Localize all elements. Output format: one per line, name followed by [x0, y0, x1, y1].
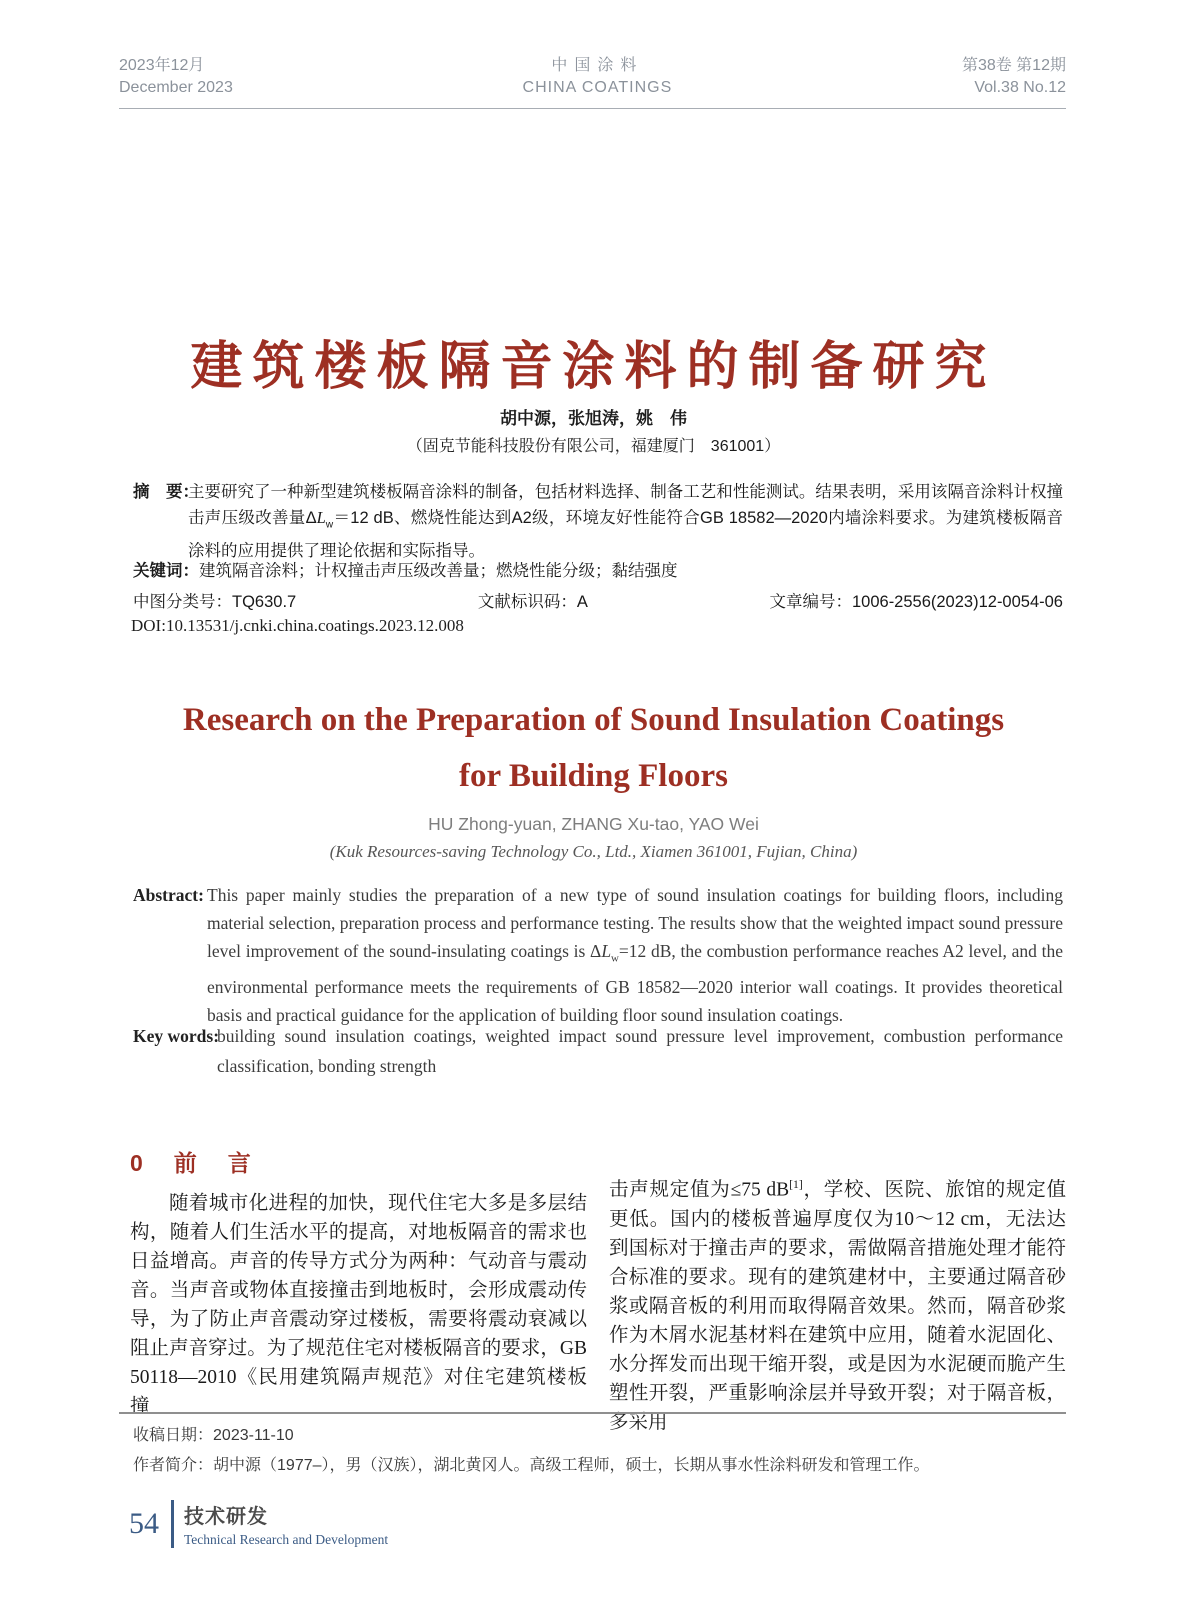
intro-right-part2: ，学校、医院、旅馆的规定值更低。国内的楼板普遍厚度仅为10～12 cm，无法达到国标对于撞击声的要求，需做隔音措施处理才能符合标准的要求。现有的建筑建材中，主要通过隔音砂浆或隔音板的利用而取得隔音效果。然而，隔音砂浆作为木屑水泥基材料在建筑中应用，随着水泥固化、水分挥发而出现干缩开裂，或是因为水泥硬而脆产生塑性开裂，严重影响涂层并导致开裂；对于隔音板，多采用: [609, 1179, 1066, 1433]
keywords-en-label: Key words:: [133, 1026, 220, 1046]
received-date-value: 2023-11-10: [213, 1427, 294, 1444]
intro-right-part1: 击声规定值为≤75 dB: [609, 1179, 790, 1201]
header-date-en: December 2023: [119, 79, 233, 96]
abstract-en-part1: This paper mainly studies the preparation of a new type of sound insulation coatings for building floors, including material selection, preparation process and performance testing. The results show that the weighted impact sound pressure level improvement of the sound-insulating coatings is Δ: [207, 885, 1063, 961]
formula-variable: L: [316, 508, 326, 527]
journal-name-en: CHINA COATINGS: [522, 79, 673, 96]
body-column-right: [609, 1149, 1066, 1437]
article-title-cn: 建筑楼板隔音涂料的制备研究: [190, 338, 997, 396]
abstract-cn-label: 摘 要：: [133, 483, 199, 501]
formula-subscript-en: w: [611, 952, 619, 965]
author-bio-label: 作者简介：: [133, 1457, 214, 1474]
body-columns: [130, 1149, 1066, 1437]
clc-number: [133, 588, 296, 612]
formula-variable-en: L: [601, 941, 612, 961]
document-code-value: A: [576, 593, 588, 611]
abstract-en-part2: =12 dB, the combustion performance reaches A2 level, and the environmental performance meets the requirements of GB 18582—2020 interior wall coatings. It provides theoretical basis and practical guidance for the application of building floor sound insulation coatings.: [207, 941, 1063, 1025]
footer-section: [184, 1498, 388, 1548]
header-journal-name: [523, 55, 673, 99]
footer-divider-bar: [171, 1500, 174, 1548]
clc-label: 中图分类号：: [133, 593, 232, 611]
authors-cn: 胡中源，张旭涛，姚 伟: [500, 409, 687, 428]
page-footer: [129, 1498, 388, 1548]
article-title-en-line2: for Building Floors: [459, 758, 728, 794]
intro-paragraph-right: [609, 1149, 1066, 1437]
formula-subscript: w: [325, 519, 334, 531]
citation-ref-1: [1]: [789, 1178, 803, 1191]
document-code: [478, 588, 588, 612]
keywords-cn-text: 建筑隔音涂料；计权撞击声压级改善量；燃烧性能分级；黏结强度: [199, 562, 678, 580]
journal-header: [119, 55, 1066, 109]
abstract-cn-text: [133, 479, 1063, 564]
footnote-divider: [119, 1412, 1066, 1414]
footer-section-cn: 技术研发: [184, 1506, 268, 1528]
classification-row: [133, 588, 1063, 612]
keywords-en: [133, 1021, 1063, 1081]
article-id: [769, 588, 1063, 612]
abstract-cn-part2: ＝12 dB、燃烧性能达到A2级，环境友好性能符合GB 18582—2020内墙涂料要求。为建筑楼板隔音涂料的应用提供了理论依据和实际指导。: [188, 509, 1063, 561]
keywords-en-text: building sound insulation coatings, weighted impact sound pressure level improvement, combustion performance classification, bonding strength: [217, 1026, 1063, 1076]
doi: DOI:10.13531/j.cnki.china.coatings.2023.12.008: [131, 616, 464, 635]
abstract-en-text: [133, 881, 1063, 1029]
article-id-value: 1006-2556(2023)12-0054-06: [851, 593, 1063, 611]
article-title-en: [0, 692, 1187, 804]
abstract-cn: [133, 479, 1063, 564]
received-date-line: [133, 1421, 1063, 1451]
author-bio-value: 胡中源（1977–），男（汉族），湖北黄冈人。高级工程师，硕士，长期从事水性涂料研发和管理工作。: [213, 1457, 930, 1474]
authors-en: HU Zhong-yuan, ZHANG Xu-tao, YAO Wei: [428, 814, 759, 834]
volume-cn: 第38卷 第12期: [961, 57, 1066, 74]
keywords-cn-label: 关键词：: [133, 562, 199, 580]
header-date: [119, 55, 233, 99]
intro-paragraph-left: 随着城市化进程的加快，现代住宅大多是多层结构，随着人们生活水平的提高，对地板隔音的需求也日益增高。声音的传导方式分为两种：气动音与震动音。当声音或物体直接撞击到地板时，会形成震动传导，为了防止声音震动穿过楼板，需要将震动衰减以阻止声音穿过。为了规范住宅对楼板隔音的要求，GB 50118—2010《民用建筑隔声规范》对住宅建筑楼板撞: [130, 1193, 587, 1417]
section-heading-intro: 0 前 言: [130, 1150, 255, 1176]
abstract-en: [133, 881, 1063, 1029]
document-code-label: 文献标识码：: [477, 593, 577, 611]
header-date-cn: 2023年12月: [119, 57, 205, 74]
footer-section-en: Technical Research and Development: [184, 1532, 389, 1547]
author-bio-line: [133, 1451, 1063, 1481]
keywords-cn: [133, 557, 1063, 581]
body-column-left: [130, 1149, 587, 1437]
abstract-cn-part1: 主要研究了一种新型建筑楼板隔音涂料的制备，包括材料选择、制备工艺和性能测试。结果表明，采用该隔音涂料计权撞击声压级改善量Δ: [188, 483, 1063, 527]
page-number: 54: [129, 1507, 159, 1540]
volume-en: Vol.38 No.12: [974, 79, 1066, 96]
header-volume: [962, 55, 1066, 99]
footnotes: [133, 1421, 1063, 1481]
journal-name-cn: 中国涂料: [551, 57, 644, 74]
abstract-en-label: Abstract:: [133, 885, 204, 905]
received-date-label: 收稿日期：: [133, 1427, 214, 1444]
affiliation-cn: （固克节能科技股份有限公司，福建厦门 361001）: [406, 438, 781, 455]
clc-value: TQ630.7: [232, 593, 297, 611]
article-id-label: 文章编号：: [769, 593, 852, 611]
article-title-en-line1: Research on the Preparation of Sound Insulation Coatings: [182, 702, 1005, 738]
affiliation-en: (Kuk Resources-saving Technology Co., Ltd., Xiamen 361001, Fujian, China): [329, 842, 858, 861]
